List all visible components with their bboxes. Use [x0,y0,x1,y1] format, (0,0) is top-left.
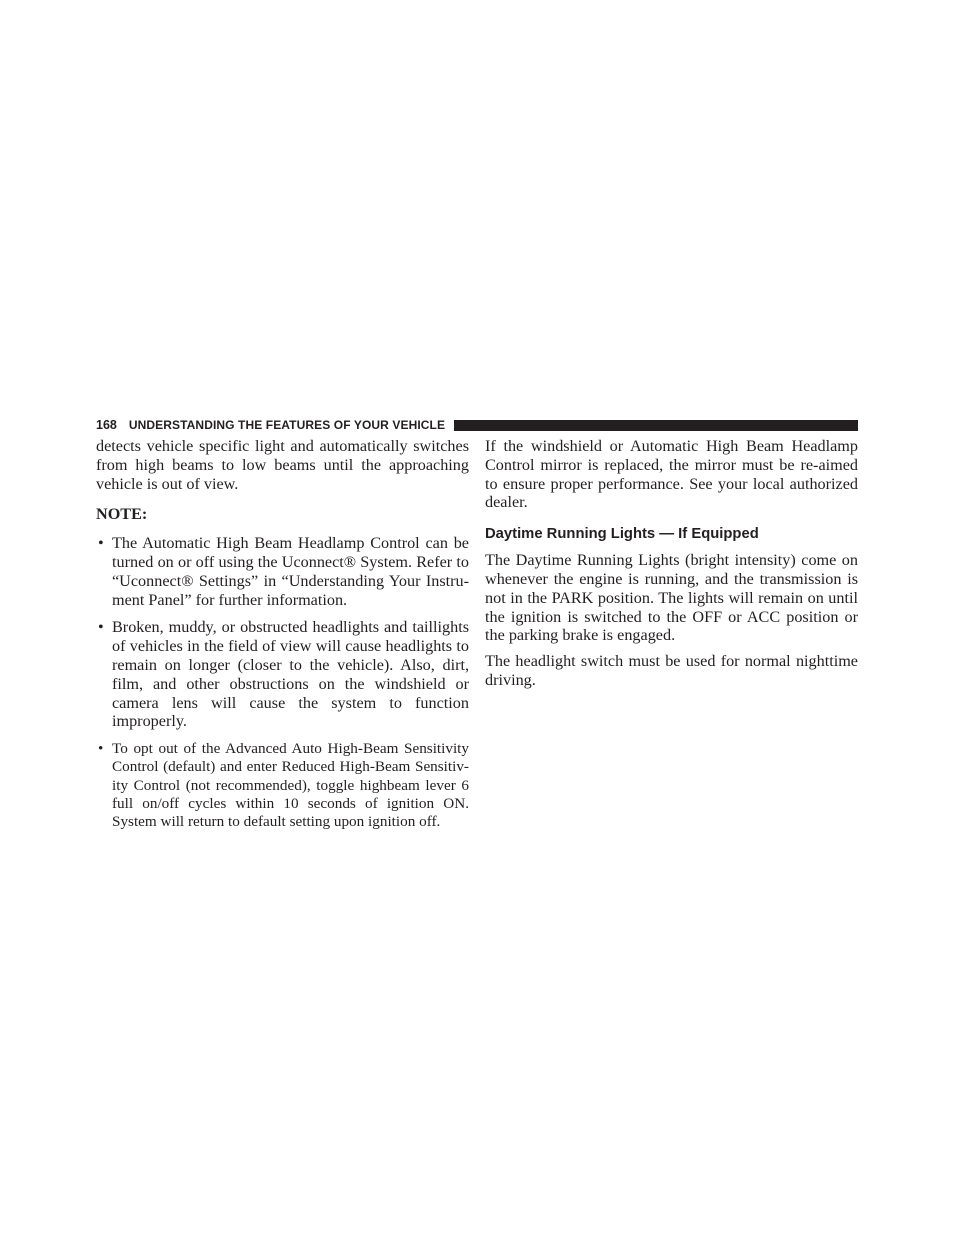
right-column [485,437,858,697]
list-item-text: To opt out of the Advanced Auto High-Beam Sensitivity Control (default) and enter Reduced High-Beam Sensitiv-ity Control (not recommended), toggle highbeam lever 6 full on/off cycles within 10 seconds of ignition ON. System will return to default setting upon ignition off. [112,740,469,831]
page-number: 168 [96,418,117,432]
list-item-text: Broken, muddy, or obstructed headlights and taillights of vehicles in the field of view will cause headlights to remain on longer (closer to the vehicle). Also, dirt, film, and other obstructions on the windshield or camera lens will cause the system to function improperly. [112,618,469,731]
section-subheading: Daytime Running Lights — If Equipped [485,526,759,543]
section-title: UNDERSTANDING THE FEATURES OF YOUR VEHICLE [128,418,446,432]
header-rule [454,420,858,431]
note-label: NOTE: [96,505,148,524]
mirror-paragraph: If the windshield or Automatic High Beam Headlamp Control mirror is replaced, the mirror must be re-aimed to ensure proper performance. See your local authorized dealer. [485,437,858,512]
page-header [96,415,858,435]
bullet-icon: • [98,534,104,553]
note-list [96,534,469,831]
left-column [96,437,469,841]
list-item [96,534,469,609]
drl-paragraph: The Daytime Running Lights (bright intensity) come on whenever the engine is running, and the transmission is not in the PARK position. The lights will remain on until the ignition is switched to the OFF or ACC position or the parking brake is engaged. [485,551,858,645]
list-item [96,618,469,731]
intro-paragraph: detects vehicle specific light and automatically switches from high beams to low beams until the approaching vehicle is out of view. [96,437,469,493]
list-item [96,740,469,831]
bullet-icon: • [98,740,104,758]
headlight-switch-paragraph: The headlight switch must be used for normal nighttime driving. [485,652,858,689]
bullet-icon: • [98,618,104,637]
list-item-text: The Automatic High Beam Headlamp Control can be turned on or off using the Uconnect® System. Refer to “Uconnect® Settings” in “Understanding Your Instru-ment Panel” for further information. [112,534,469,609]
